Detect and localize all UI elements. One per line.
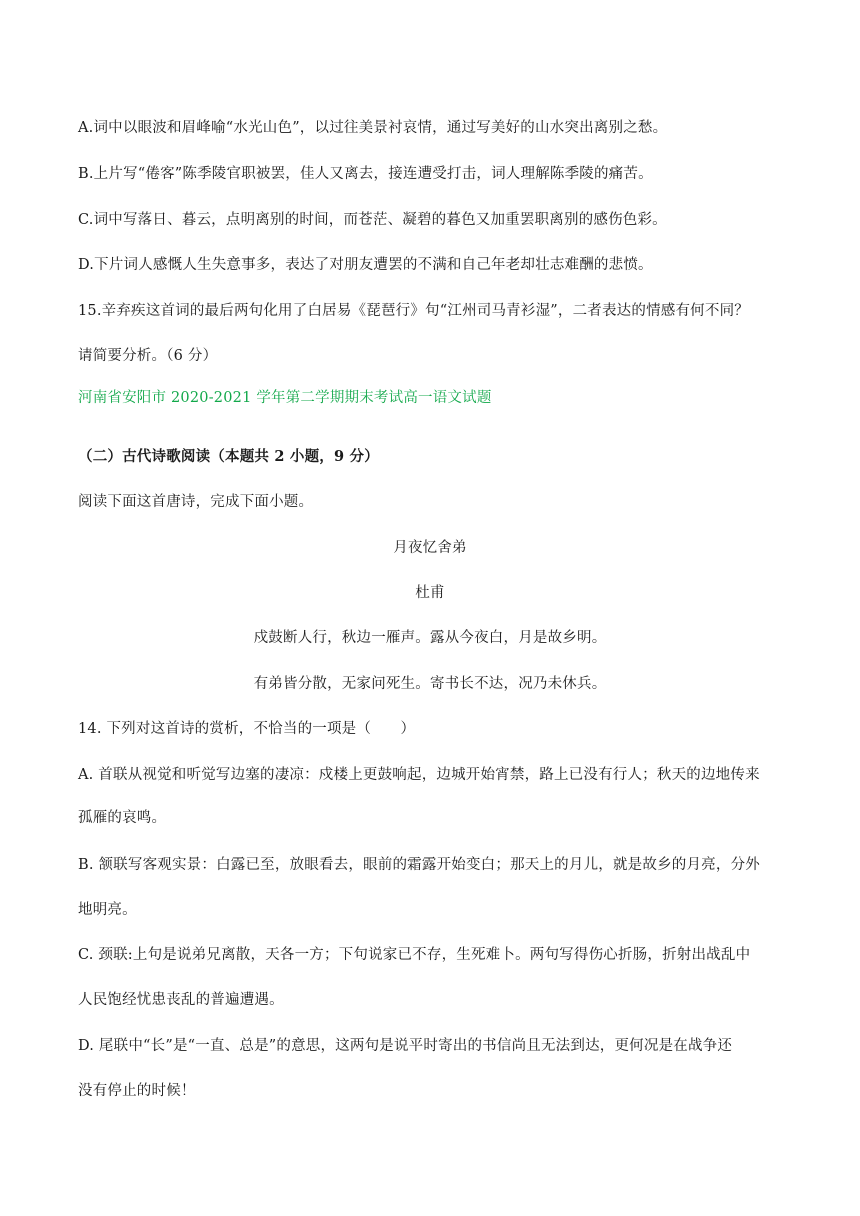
question-15-line-2: 请简要分析。（6 分） [78, 348, 218, 364]
q14-option-a-line-1: A. 首联从视觉和听觉写边塞的凄凉：戍楼上更鼓响起，边城开始宵禁，路上已没有行人；秋天的边地传来 [78, 767, 760, 783]
poem-title: 月夜忆舍弟 [393, 540, 467, 556]
poem-line-2: 有弟皆分散，无家问死生。寄书长不达，况乃未休兵。 [253, 676, 607, 692]
q14-option-d-line-2: 没有停止的时候！ [78, 1083, 196, 1099]
q14-option-c-line-1: C. 颈联:上句是说弟兄离散，天各一方；下句说家已不存，生死难卜。两句写得伤心折肠，折射出战乱中 [78, 947, 751, 963]
question-15-line-1: 15.辛弃疾这首词的最后两句化用了白居易《琵琶行》句“江州司马青衫湿”，二者表达的情感有何不同？ [78, 303, 749, 319]
option-c-prev: C.词中写落日、暮云，点明离别的时间，而苍茫、凝碧的暮色又加重罢职离别的感伤色彩。 [78, 212, 667, 228]
q14-option-d-line-1: D. 尾联中“长”是“一直、总是”的意思，这两句是说平时寄出的书信尚且无法到达，更何况是在战争还 [78, 1038, 733, 1054]
question-14-stem: 14. 下列对这首诗的赏析，不恰当的一项是（ ） [78, 721, 416, 737]
option-b-prev: B.上片写“倦客”陈季陵官职被罢，佳人又离去，接连遭受打击，词人理解陈季陵的痛苦。 [78, 166, 653, 182]
q14-option-b-line-2: 地明亮。 [78, 902, 137, 918]
q14-option-b-line-1: B. 颔联写客观实景：白露已至，放眼看去，眼前的霜露开始变白；那天上的月儿，就是故乡的月亮，分外 [78, 857, 760, 873]
q14-option-a-line-2: 孤雁的哀鸣。 [78, 810, 167, 826]
option-d-prev: D.下片词人感慨人生失意事多，表达了对朋友遭罢的不满和自己年老却壮志难酬的悲愤。 [78, 257, 653, 273]
q14-option-c-line-2: 人民饱经忧患丧乱的普遍遭遇。 [78, 992, 284, 1008]
section-heading: （二）古代诗歌阅读（本题共 2 小题，9 分） [78, 448, 379, 465]
instruction-text: 阅读下面这首唐诗，完成下面小题。 [78, 494, 314, 510]
poem-author: 杜甫 [415, 585, 445, 601]
source-citation: 河南省安阳市 2020-2021 学年第二学期期末考试高一语文试题 [78, 390, 492, 406]
poem-line-1: 戍鼓断人行，秋边一雁声。露从今夜白，月是故乡明。 [253, 630, 607, 646]
option-a-prev: A.词中以眼波和眉峰喻“水光山色”，以过往美景衬哀情，通过写美好的山水突出离别之愁。 [78, 120, 668, 136]
